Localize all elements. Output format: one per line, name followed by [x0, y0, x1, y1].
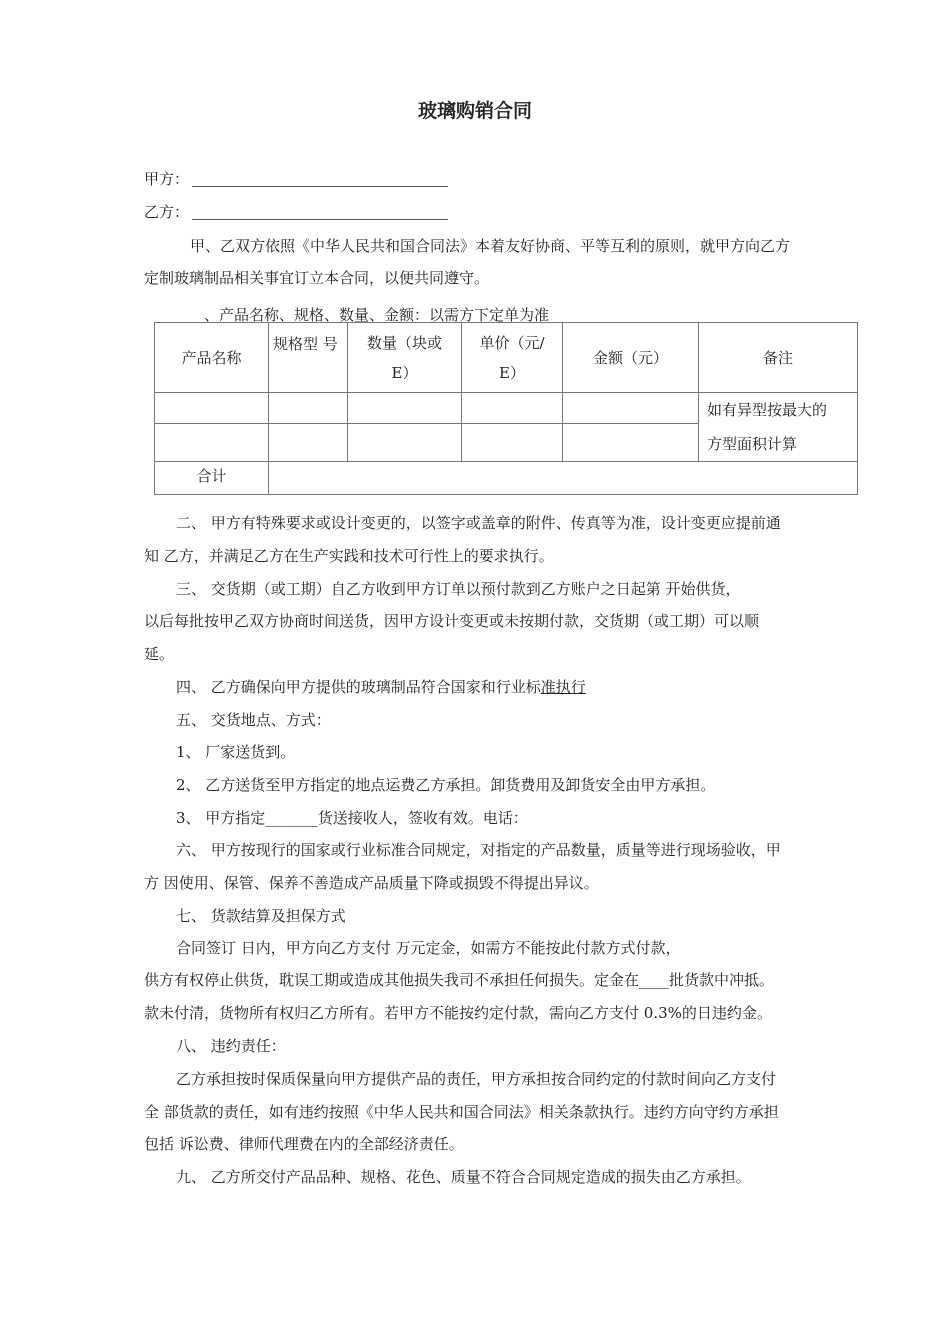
- section-7-line-2: 供方有权停止供货，耽误工期或造成其他损失我司不承担任何损失。定金在____批货款中冲抵。: [144, 971, 775, 989]
- party-a-label: 甲方：: [144, 170, 190, 188]
- total-label: 合计: [155, 462, 269, 495]
- total-value-cell[interactable]: [269, 462, 858, 495]
- section-8-line-2: 全 部货款的责任，如有违约按照《中华人民共和国合同法》相关条款执行。违约方向守约方承担: [144, 1103, 779, 1121]
- table-cell[interactable]: [348, 424, 462, 462]
- section-3-line-3: 延。: [144, 645, 175, 663]
- table-cell[interactable]: [462, 393, 563, 424]
- note-line-1: 如有异型按最大的: [707, 401, 828, 419]
- th-amount: 金额（元）: [563, 323, 699, 393]
- th-unit-price-line2: E）: [499, 363, 525, 382]
- table-cell[interactable]: [155, 393, 269, 424]
- section-4-text: 四、 乙方确保向甲方提供的玻璃制品符合国家和行业标: [176, 678, 541, 696]
- contract-title: 玻璃购销合同: [417, 100, 532, 122]
- table-cell[interactable]: [269, 393, 348, 424]
- section-4: [176, 676, 586, 697]
- section-8-heading: 八、 违约责任：: [176, 1037, 286, 1055]
- note-cell: [699, 393, 858, 462]
- th-unit-price-line1: 单价（元/: [479, 333, 545, 352]
- th-spec: 规格型 号: [269, 323, 348, 393]
- table-header-row: [155, 323, 858, 393]
- section-6-line-1: 六、 甲方按现行的国家或行业标准合同规定，对指定的产品数量，质量等进行现场验收，甲: [176, 841, 781, 859]
- section-6-line-2: 方 因使用、保管、保养不善造成产品质量下降或损毁不得提出异议。: [144, 874, 599, 892]
- section-5-item-3: 3、 甲方指定_______货送接收人，签收有效。电话：: [176, 809, 528, 827]
- section-1-heading: 、产品名称、规格、数量、金额：以需方下定单为准: [204, 306, 550, 324]
- intro-line-1: 甲、乙双方依照《中华人民共和国合同法》本着友好协商、平等互利的原则，就甲方向乙方: [190, 237, 791, 255]
- table-row: [155, 393, 858, 424]
- section-7-line-1: 合同签订 日内，甲方向乙方支付 万元定金，如需方不能按此付款方式付款，: [176, 939, 681, 957]
- note-line-2: 方型面积计算: [707, 435, 798, 453]
- section-3-line-2: 以后每批按甲乙双方协商时间送货，因甲方设计变更或未按期付款，交货期（或工期）可以顺: [144, 612, 760, 630]
- th-product-name: 产品名称: [155, 323, 269, 393]
- section-7-heading: 七、 货款结算及担保方式: [176, 907, 346, 925]
- section-9: 九、 乙方所交付产品品种、规格、花色、质量不符合合同规定造成的损失由乙方承担。: [176, 1168, 751, 1186]
- table-cell[interactable]: [155, 424, 269, 462]
- table-cell[interactable]: [563, 393, 699, 424]
- party-b-label: 乙方：: [144, 203, 190, 221]
- th-unit-price: [462, 323, 563, 393]
- section-2-line-1: 二、 甲方有特殊要求或设计变更的，以签字或盖章的附件、传真等为准，设计变更应提前通: [176, 514, 781, 532]
- product-table: [154, 322, 858, 495]
- table-cell[interactable]: [462, 424, 563, 462]
- th-quantity-line1: 数量（块或: [366, 333, 442, 352]
- party-b-blank[interactable]: [192, 219, 448, 220]
- th-quantity: [348, 323, 462, 393]
- table-cell[interactable]: [269, 424, 348, 462]
- section-8-line-1: 乙方承担按时保质保量向甲方提供产品的责任，甲方承担按合同约定的付款时间向乙方支付: [176, 1070, 777, 1088]
- section-5-heading: 五、 交货地点、方式：: [176, 711, 331, 729]
- section-2-line-2: 知 乙方，并满足乙方在生产实践和技术可行性上的要求执行。: [144, 547, 554, 565]
- section-3-line-1: 三、 交货期（或工期）自乙方收到甲方订单以预付款到乙方账户之日起第 开始供货，: [176, 580, 741, 598]
- table-cell[interactable]: [563, 424, 699, 462]
- party-a-blank[interactable]: [192, 186, 448, 187]
- section-7-line-3: 款未付清，货物所有权归乙方所有。若甲方不能按约定付款，需向乙方支付 0.3%的日违约金。: [144, 1004, 772, 1022]
- section-8-line-3: 包括 诉讼费、律师代理费在内的全部经济责任。: [144, 1135, 464, 1153]
- th-quantity-line2: E）: [391, 363, 418, 382]
- intro-line-2: 定制玻璃制品相关事宜订立本合同，以便共同遵守。: [144, 269, 490, 287]
- total-row: [155, 462, 858, 495]
- section-5-item-1: 1、 厂家送货到。: [176, 743, 296, 761]
- section-5-item-2: 2、 乙方送货至甲方指定的地点运费乙方承担。卸货费用及卸货安全由甲方承担。: [176, 776, 716, 794]
- table-cell[interactable]: [348, 393, 462, 424]
- section-4-underlined: 准执行: [540, 678, 586, 696]
- th-note: 备注: [699, 323, 858, 393]
